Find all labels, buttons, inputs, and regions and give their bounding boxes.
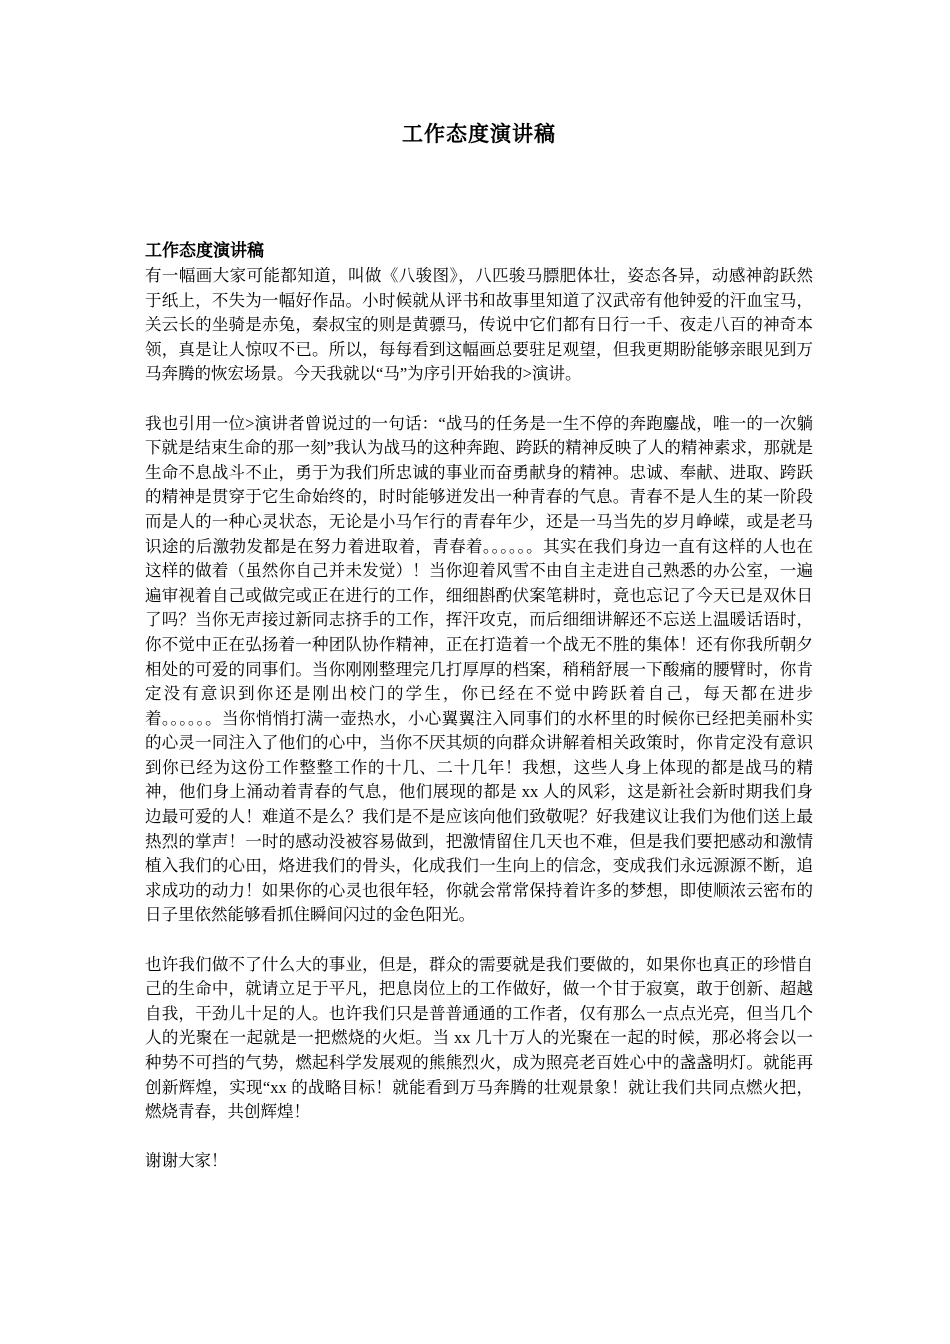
paragraph-3: 也许我们做不了什么大的事业，但是，群众的需要就是我们要做的，如果你也真正的珍惜自己的生命中，就请立足于平凡，把息岗位上的工作做好，做一个甘于寂寞，敢于创新、超越自我，干劲儿十足的人。也许我们只是普普通通的工作者，仅有那么一点点光亮，但当几个人的光聚在一起就是一把燃烧的火炬。当 xx 几十万人的光聚在一起的时候，那必将会以一种势不可挡的气势，燃起科学发展观的熊熊烈火，成为照亮老百姓心中的盏盏明灯。就能再创新辉煌，实现“xx 的战略目标！就能看到万马奔腾的壮观景象！就让我们共同点燃火把，燃烧青春，共创辉煌！ — [145, 954, 813, 1122]
paragraph-1: 有一幅画大家可能都知道，叫做《八骏图》，八匹骏马膘肥体壮，姿态各异，动感神韵跃然于纸上，不失为一幅好作品。小时候就从评书和故事里知道了汉武帝有他钟爱的汗血宝马，关云长的坐骑是赤兔，秦叔宝的则是黄骠马，传说中它们都有日行一千、夜走八百的神奇本领，真是让人惊叹不已。所以，每每看到这幅画总要驻足观望，但我更期盼能够亲眼见到万马奔腾的恢宏场景。今天我就以“马”为序引开始我的>演讲。 — [145, 266, 813, 384]
closing-line: 谢谢大家！ — [145, 1151, 228, 1171]
paragraph-2: 我也引用一位>演讲者曾说过的一句话：“战马的任务是一生不停的奔跑鏖战，唯一的一次躺下就是结束生命的那一刻”我认为战马的这种奔跑、跨跃的精神反映了人的精神素求，那就是生命不息战斗不止，勇于为我们所忠诚的事业而奋勇献身的精神。忠诚、奉献、进取、跨跃的精神是贯穿于它生命始终的，时时能够迸发出一种青春的气息。青春不是人生的某一阶段而是人的一种心灵状态，无论是小马乍行的青春年少，还是一马当先的岁月峥嵘，或是老马识途的后激勃发都是在努力着进取着，青春着。。。。。。其实在我们身边一直有这样的人也在这样的做着（虽然你自己并未发觉）！当你迎着风雪不由自主走进自己熟悉的办公室，一遍遍审视着自己或做完或正在进行的工作，细细斟酌伏案笔耕时，竟也忘记了今天已是双休日了吗？当你无声接过新同志挤手的工作，挥汗攻克，而后细细讲解还不忘送上温暖话语时，你不觉中正在弘扬着一种团队协作精神，正在打造着一个战无不胜的集体！还有你我所朝夕相处的可爱的同事们。当你刚刚整理完几打厚厚的档案，稍稍舒展一下酸痛的腰臂时，你肯定没有意识到你还是刚出校门的学生，你已经在不觉中跨跃着自己，每天都在进步着。。。。。。当你悄悄打满一壶热水，小心翼翼注入同事们的水杯里的时候你已经把美丽朴实的心灵一同注入了他们的心中，当你不厌其烦的向群众讲解着相关政策时，你肯定没有意识到你已经为这份工作整整工作的十几、二十几年！我想，这些人身上体现的都是战马的精神，他们身上涌动着青春的气息，他们展现的都是 xx 人的风彩，这是新社会新时期我们身边最可爱的人！难道不是么？我们是不是应该向他们致敬呢？好我建议让我们为他们送上最热烈的掌声！一时的感动没被容易做到，把激情留住几天也不难，但是我们要把感动和激情植入我们的心田，烙进我们的骨头，化成我们一生向上的信念，变成我们永远源源不断，追求成功的动力！如果你的心灵也很年轻，你就会常常保持着许多的梦想，即使顺浓云密布的日子里依然能够看抓住瞬间闪过的金色阳光。 — [145, 413, 813, 925]
section-heading: 工作态度演讲稿 — [145, 241, 264, 260]
document-body — [145, 238, 813, 1174]
document-title: 工作态度演讲稿 — [402, 122, 556, 146]
